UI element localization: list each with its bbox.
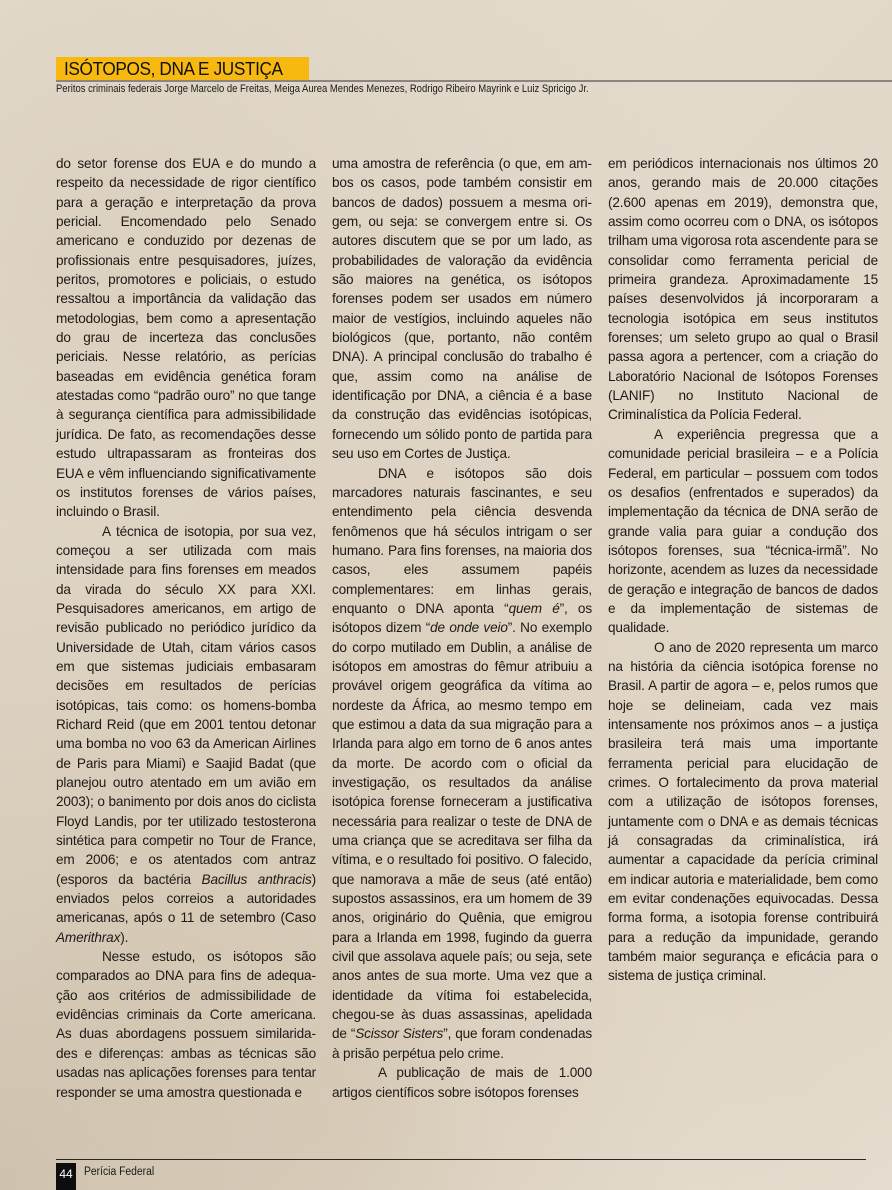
section-title: ISÓTOPOS, DNA E JUSTIÇA	[64, 58, 283, 79]
paragraph	[56, 154, 316, 522]
text-run: Nesse estudo, os isótopos são comparados ao DNA para fins de adequação aos critérios de admissibilidade de evidências criminais da Corte americana. As duas abordagens possuem similaridades e diferenças: ambas as técnicas são usadas nas aplicações forenses para tentar responder se uma amostra questionada e	[56, 949, 316, 1100]
section-title-banner	[56, 57, 309, 81]
text-run: DNA e isótopos são dois marcadores naturais fascinantes, e seu entendimento pela ciência desvenda fenômenos que há séculos intrigam o ser humano. Para fins forenses, na maioria dos casos, eles assumem papéis complementares: em linhas gerais, enquanto o DNA aponta “	[332, 465, 592, 616]
paragraph	[332, 1063, 592, 1102]
text-column-right	[608, 154, 878, 1102]
page-number: 44	[56, 1163, 76, 1190]
magazine-name: Perícia Federal	[84, 1166, 155, 1178]
article-body	[56, 154, 878, 1102]
italic-text: Bacillus anthracis	[201, 871, 312, 887]
paragraph	[608, 425, 878, 638]
text-run: O ano de 2020 representa um marco na história da ciência isotópica forense no Brasil. A partir de agora – e, pelos rumos que hoje se delineiam, cada vez mais intensamente nos próximos anos – a justiça brasileira terá mais uma importante ferramenta pericial para elucidação de crimes. O fortalecimento da prova material com a utilização de isótopos forenses, juntamente com o DNA e as demais técnicas já consagradas da criminalística, irá aumentar a capacidade da perícia criminal em indicar autoria e materialidade, bem como em evitar condenações equivocadas. Dessa forma forma, a isotopia forense contribuirá para a redução da impunidade, gerando também maior segurança e eficácia para o sistema de justiça criminal.	[608, 639, 878, 984]
italic-text: Scissor Sisters	[355, 1026, 444, 1042]
article-authors: Peritos criminais federais Jorge Marcelo de Freitas, Meiga Aurea Mendes Menezes, Rodrigo Ribeiro Mayrink e Luiz Spricigo Jr.	[56, 83, 589, 95]
text-run: ”, os isótopos dizem “	[332, 600, 592, 636]
text-run: do setor forense dos EUA e do mundo a respeito da necessidade de rigor científico para a geração e interpretação da prova pericial. Encomendado pelo Senado americano e conduzido por dezenas de profissionais entre pesquisadores, juízes, peritos, promotores e policiais, o estudo ressaltou a importância da validação das metodologias, bem como a apresentação do grau de incerteza das conclusões periciais. Nesse relatório, as perícias baseadas em evidência genética foram atestadas como “padrão ouro” no que tange à segurança científica para admissibilidade jurídica. De fato, as recomendações desse estudo ultrapassaram as fronteiras dos EUA e vêm influenciando significativamente os institutos forenses de vários países, incluindo o Brasil.	[56, 156, 316, 520]
paragraph	[332, 154, 592, 464]
paragraph	[56, 522, 316, 948]
paragraph	[608, 638, 878, 986]
italic-text: Amerithrax	[56, 929, 121, 945]
text-run: A experiência pregressa que a comunidade pericial brasileira – e a Polícia Federal, em particular – possuem com todos os desafios (enfrentados e superados) da implementação da técnica de DNA serão de grande valia para guiar a condução dos isótopos forenses, sua “técnica-irmã”. No horizonte, acendem as luzes da necessidade de geração e integração de bancos de dados e da implementação de sistemas de qualidade.	[608, 426, 878, 636]
text-column-middle	[332, 154, 592, 1102]
text-run: em periódicos internacionais nos últimos 20 anos, gerando mais de 20.000 citações (2.600 apenas em 2019), demonstra que, assim como ocorreu com o DNA, os isótopos trilham uma vigorosa rota ascendente para se consolidar como ferramenta pericial de primeira grandeza. Aproximadamente 15 países desenvolvidos já incorporaram a tecnologia isotópica em seus institutos forenses; um seleto grupo ao qual o Brasil passa agora a pertencer, com a criação do Laboratório Nacional de Isótopos Forenses (LANIF) no Instituto Nacional de Criminalística da Polícia Federal.	[608, 156, 878, 423]
text-run: ”, que foram condenadas à prisão perpétua pelo crime.	[332, 1026, 593, 1061]
text-column-left	[56, 154, 316, 1102]
header-divider	[56, 80, 892, 82]
paragraph	[56, 947, 316, 1102]
text-run: ).	[120, 929, 129, 945]
italic-text: de onde veio	[430, 620, 508, 636]
text-run: ”. No exemplo do corpo mutilado em Dublin, a análise de isótopos em amostras do fêmur atribuiu a provável origem geográfica da vítima ao nordeste da África, ao mesmo tempo em que estimou a data da sua migração para a Irlanda para algo em torno de 6 anos antes da morte. De acordo com o oficial da investigação, os resultados da análise isotópica forense forneceram a justificativa necessária para realizar o teste de DNA de uma criança que se acreditava ser filha da vítima, e o resultado foi positivo. O falecido, que namorava a mãe de seus (até então) supostos assassinos, era um homem de 39 anos, originário do Quênia, que emigrou para a Irlanda em 1998, fugindo da guerra civil que assolava aquele país; ou seja, sete anos antes de sua morte. Uma vez que a identidade da vítima foi estabelecida, chegou-se às duas assassinas, apelidada de “	[332, 620, 592, 1042]
paragraph	[332, 464, 592, 1064]
text-run: ) enviados pelos correios a autoridades americanas, após o 11 de setembro (Caso	[56, 871, 316, 926]
text-run: A técnica de isotopia, por sua vez, começou a ser utilizada com mais intensidade para fins forenses em meados da virada do século XX para XXI. Pesquisadores americanos, em artigo de revisão publicado no periódico jurídico da Universidade de Utah, citam vários casos em que sistemas judiciais embasaram decisões em resultados de perícias isotópicas, tais como: os homens-bomba Richard Reid (que em 2001 tentou detonar uma bomba no voo 63 da American Airlines de Paris para Miami) e Saajid Badat (que planejou outro atentado em um avião em 2003); o banimento por dois anos do ciclista Floyd Landis, por ter utilizado testosterona sintética para competir no Tour de France, em 2006; e os atentados com antraz (esporos da bactéria	[56, 523, 316, 887]
paragraph	[608, 154, 878, 425]
footer-divider	[56, 1159, 866, 1160]
text-run: A publicação de mais de 1.000 artigos científicos sobre isótopos forenses	[332, 1065, 592, 1100]
text-run: uma amostra de referência (o que, em ambos os casos, pode também consistir em bancos de dados) possuem a mesma origem, ou seja: se convergem entre si. Os autores discutem que se por um lado, as probabilidades de valoração da evidência são maiores na genética, os isótopos forenses podem ser usados em número maior de vestígios, incluindo aqueles não biológicos (que, portanto, não contêm DNA). A principal conclusão do trabalho é que, assim como na análise de identificação por DNA, a ciência é a base da construção das evidências isotópicas, fornecendo um sólido ponto de partida para seu uso em Cortes de Justiça.	[332, 156, 592, 462]
italic-text: quem é	[508, 600, 560, 616]
